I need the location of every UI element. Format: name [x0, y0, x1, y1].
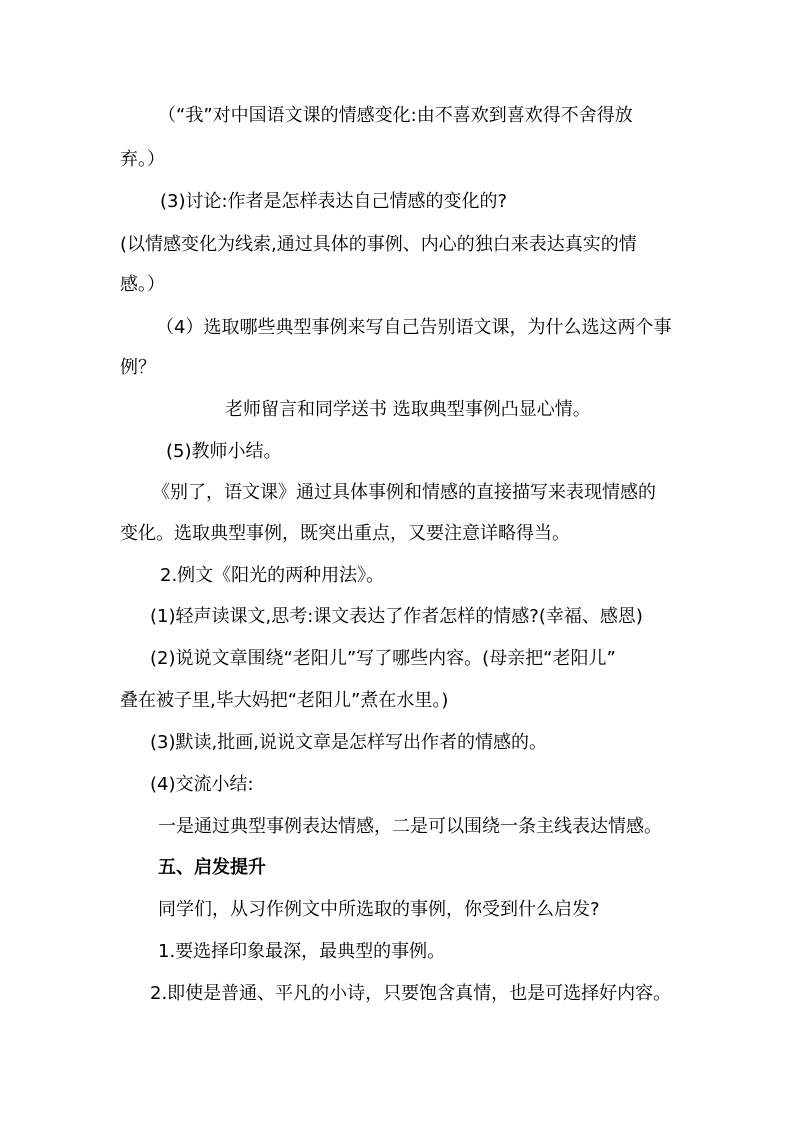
text-line: (5)教师小结。: [166, 441, 282, 462]
text-line: 《别了，语文课》通过具体事例和情感的直接描写来表现情感的: [152, 482, 656, 503]
section-heading: 五、启发提升: [158, 857, 266, 878]
text-line: 一是通过典型事例表达情感，二是可以围绕一条主线表达情感。: [158, 816, 662, 837]
text-line: (3)默读,批画,说说文章是怎样写出作者的情感的。: [150, 732, 547, 753]
text-line: （4）选取哪些典型事例来写自己告别语文课，为什么选这两个事: [156, 317, 672, 338]
text-line: 变化。选取典型事例，既突出重点，又要注意详略得当。: [120, 523, 570, 544]
text-line: 感。）: [120, 274, 165, 295]
text-line: (以情感变化为线索,通过具体的事例、内心的独白来表达真实的情: [120, 234, 637, 255]
text-line: 例？: [120, 357, 156, 378]
text-line: (4)交流小结:: [150, 774, 254, 795]
text-line: 1.要选择印象最深，最典型的事例。: [158, 941, 446, 962]
text-line: (2)说说文章围绕“老阳儿”写了哪些内容。(母亲把“老阳儿”: [150, 648, 616, 669]
text-line: (1)轻声读课文,思考:课文表达了作者怎样的情感?(幸福、感恩): [150, 606, 643, 627]
text-line: 2.即使是普通、平凡的小诗，只要饱含真情，也是可选择好内容。: [150, 983, 672, 1004]
text-line: (3)讨论:作者是怎样表达自己情感的变化的?: [160, 191, 508, 212]
text-line: 弃。）: [120, 149, 165, 170]
text-line: （“我”对中国语文课的情感变化:由不喜欢到喜欢得不舍得放: [158, 105, 633, 126]
text-line: 2.例文《阳光的两种用法》。: [160, 565, 385, 586]
text-line: 叠在被子里,毕大妈把“老阳儿”煮在水里。): [120, 690, 449, 711]
text-line: 同学们，从习作例文中所选取的事例，你受到什么启发?: [158, 899, 600, 920]
text-line: 老师留言和同学送书 选取典型事例凸显心情。: [225, 399, 591, 420]
